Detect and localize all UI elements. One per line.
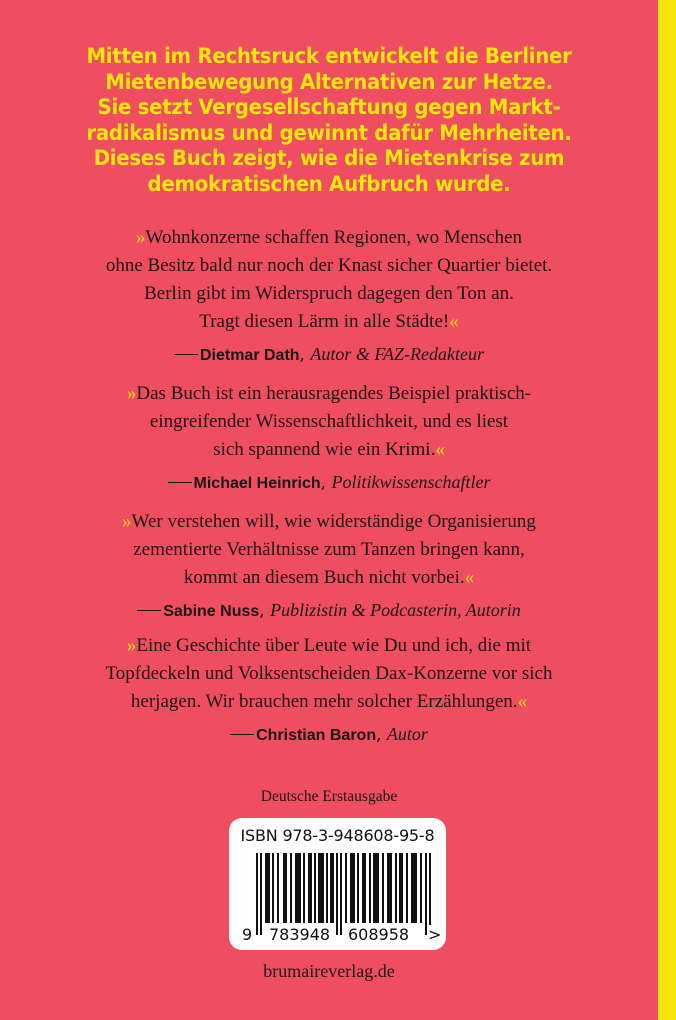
attribution: Sabine Nuss, Publizistin & Podcasterin, Autorin <box>20 598 638 624</box>
yellow-spine-strip <box>658 0 676 1020</box>
em-dash-rule <box>137 610 161 611</box>
blurb <box>57 44 600 197</box>
author-name: Michael Heinrich <box>193 475 321 492</box>
close-quote-mark: « <box>464 567 475 588</box>
quote-line: »Wer verstehen will, wie widerständige Organisierung <box>122 511 536 532</box>
close-quote-mark: « <box>435 439 445 460</box>
author-name: Dietmar Dath <box>199 347 300 364</box>
author-role: Autor & FAZ-Redakteur <box>310 344 485 364</box>
barcode-bars-icon <box>256 853 431 935</box>
isbn-label: ISBN 978-3-948608-95-8 <box>240 826 435 845</box>
open-quote-mark: » <box>126 383 137 404</box>
blurb-line: Dieses Buch zeigt, wie die Mietenkrise zum <box>93 146 565 170</box>
barcode-digit-first: 9 <box>242 925 253 944</box>
attribution: Dietmar Dath, Autor & FAZ-Redakteur <box>20 342 638 368</box>
author-role: Publizistin & Podcasterin, Autorin <box>270 600 521 620</box>
em-dash-rule <box>168 482 192 483</box>
quote-line: Topfdeckeln und Volksentscheiden Dax-Konzerne vor sich <box>105 663 553 684</box>
quote-line: ohne Besitz bald nur noch der Knast sicher Quartier bietet. <box>105 255 553 276</box>
quote-line: »Das Buch ist ein herausragendes Beispiel praktisch- <box>126 383 532 404</box>
author-role: Autor <box>386 724 428 744</box>
quote-line: »Wohnkonzerne schaffen Regionen, wo Menschen <box>136 227 522 248</box>
em-dash-rule <box>230 734 254 735</box>
open-quote-mark: » <box>126 635 137 656</box>
close-quote-mark: « <box>517 691 528 712</box>
em-dash-rule <box>174 354 198 355</box>
author-name: Christian Baron <box>256 727 377 744</box>
attribution: Christian Baron, Autor <box>20 722 638 748</box>
author-name: Sabine Nuss <box>163 603 260 620</box>
close-quote-mark: « <box>449 311 459 332</box>
testimonial <box>20 508 638 624</box>
barcode-digits <box>229 925 446 945</box>
quote-line: zementierte Verhältnisse zum Tanzen bringen kann, <box>133 539 525 560</box>
author-role: Politikwissenschaftler <box>331 472 491 492</box>
quote-line: kommt an diesem Buch nicht vorbei.« <box>183 567 475 588</box>
blurb-line: demokratischen Aufbruch wurde. <box>147 171 511 196</box>
open-quote-mark: » <box>136 227 146 248</box>
barcode-digits-right: 608958 <box>348 925 410 944</box>
barcode-quiet-zone-marker: > <box>428 925 442 944</box>
quote-line: Tragt diesen Lärm in alle Städte!« <box>199 311 459 332</box>
quote-line: herjagen. Wir brauchen mehr solcher Erzählungen.« <box>130 691 528 712</box>
blurb-line: Mietenbewegung Alternativen zur Hetze. <box>105 69 553 94</box>
publisher-website: brumaireverlag.de <box>263 961 395 981</box>
open-quote-mark: » <box>122 511 132 532</box>
attribution: Michael Heinrich, Politikwissenschaftler <box>20 470 638 496</box>
blurb-line: Sie setzt Vergesellschaftung gegen Markt- <box>97 95 561 119</box>
testimonial <box>20 632 638 748</box>
quote-line: eingreifender Wissenschaftlichkeit, und es liest <box>149 411 509 432</box>
edition-label: Deutsche Erstausgabe <box>260 788 398 805</box>
quote-line: sich spannend wie ein Krimi.« <box>213 439 445 460</box>
barcode-digits-left: 783948 <box>269 925 331 944</box>
quote-line: »Eine Geschichte über Leute wie Du und ich, die mit <box>126 635 532 656</box>
quote-line: Berlin gibt im Widerspruch dagegen den Ton an. <box>144 283 514 304</box>
testimonial <box>20 224 638 368</box>
blurb-line: radikalismus und gewinnt dafür Mehrheiten. <box>86 120 572 145</box>
blurb-line: Mitten im Rechtsruck entwickelt die Berliner <box>86 44 572 68</box>
isbn-barcode <box>229 818 446 950</box>
testimonial <box>20 380 638 496</box>
